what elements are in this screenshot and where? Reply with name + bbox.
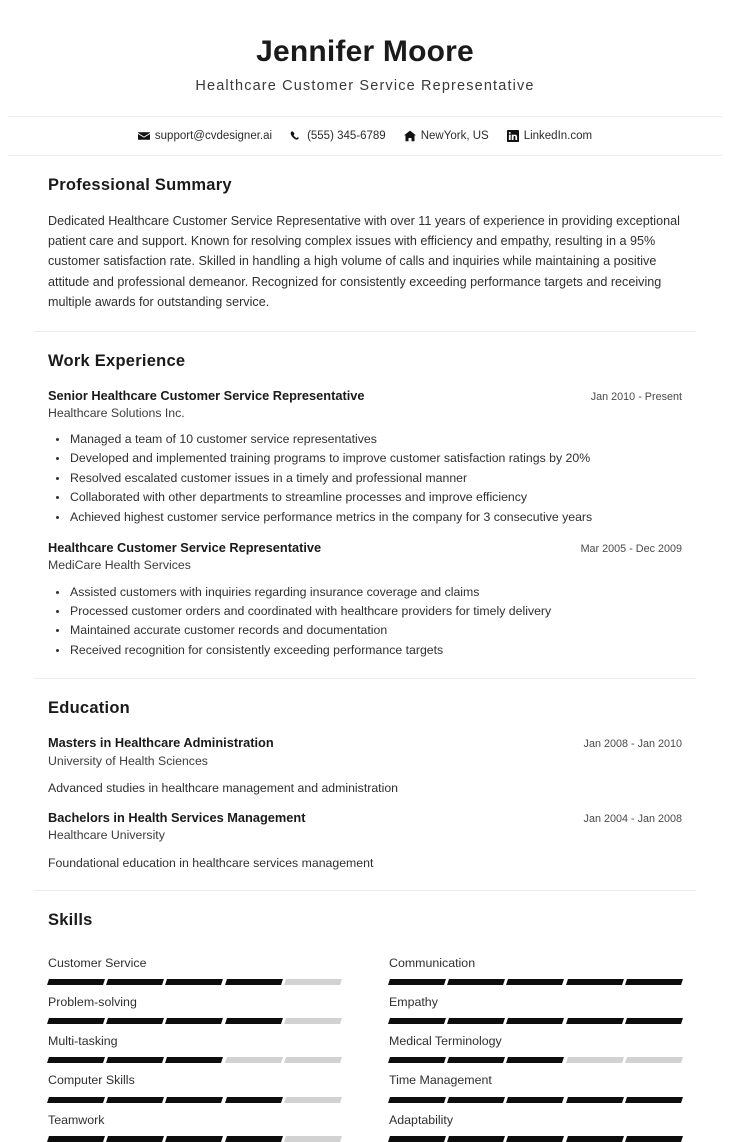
skill-level-segment xyxy=(625,1136,683,1142)
summary-body xyxy=(34,211,696,313)
skill-item xyxy=(48,1103,341,1142)
entry xyxy=(48,539,682,660)
skill-level-segment xyxy=(566,1097,624,1103)
skill-level-segment xyxy=(165,1057,223,1063)
skill-name: Problem-solving xyxy=(48,995,137,1010)
skill-level-segment xyxy=(388,1136,446,1142)
entry-bullet: Maintained accurate customer records and documentation xyxy=(48,621,682,640)
skill-level-segment xyxy=(447,1097,505,1103)
entry-header xyxy=(48,734,682,751)
skill-level-segment xyxy=(625,1057,683,1063)
skill-level-segment xyxy=(566,1057,624,1063)
skill-item xyxy=(48,985,341,1024)
skill-level-segment xyxy=(447,1057,505,1063)
envelope-icon xyxy=(138,130,150,142)
section-work-experience xyxy=(34,332,696,680)
skill-level-segment xyxy=(625,979,683,985)
entry-header xyxy=(48,809,682,826)
entry-bullet: Processed customer orders and coordinated with healthcare providers for timely delivery xyxy=(48,602,682,621)
entry xyxy=(48,734,682,797)
entry-organization: MediCare Health Services xyxy=(48,558,191,573)
entry xyxy=(48,809,682,872)
skill-level-segment xyxy=(225,1057,283,1063)
entry-bullet: Developed and implemented training programs to improve customer satisfaction ratings by 20% xyxy=(48,449,682,468)
entry-organization: University of Health Sciences xyxy=(48,753,208,768)
section-title-experience: Work Experience xyxy=(48,351,186,370)
candidate-job-title: Healthcare Customer Service Representative xyxy=(195,77,535,94)
skill-item xyxy=(389,1063,682,1102)
skill-level-segment xyxy=(225,979,283,985)
skill-level-segment xyxy=(566,1018,624,1024)
skill-level-segment xyxy=(106,1018,164,1024)
skill-name: Teamwork xyxy=(48,1112,105,1127)
contact-linkedin-text: LinkedIn.com xyxy=(523,129,593,142)
entry-bullet: Managed a team of 10 customer service representatives xyxy=(48,430,682,449)
skill-level-bar xyxy=(48,1057,341,1063)
skill-item xyxy=(389,1024,682,1063)
contact-email[interactable] xyxy=(138,130,272,142)
entry-title: Senior Healthcare Customer Service Representative xyxy=(48,387,365,403)
entry-description: Advanced studies in healthcare management and administration xyxy=(48,780,398,795)
contact-phone-text: (555) 345-6789 xyxy=(307,129,386,142)
skill-level-segment xyxy=(47,1018,105,1024)
skill-level-segment xyxy=(388,1057,446,1063)
skill-item xyxy=(389,1103,682,1142)
skill-level-segment xyxy=(106,1057,164,1063)
skill-level-bar xyxy=(48,979,341,985)
skill-level-segment xyxy=(165,979,223,985)
contact-location[interactable] xyxy=(404,130,489,142)
skill-level-segment xyxy=(47,1057,105,1063)
skill-level-segment xyxy=(625,1018,683,1024)
skill-level-segment xyxy=(106,1097,164,1103)
entry-organization: Healthcare Solutions Inc. xyxy=(48,405,185,420)
skill-level-segment xyxy=(47,1097,105,1103)
entry-title: Healthcare Customer Service Representative xyxy=(48,540,322,556)
entry-date: Mar 2005 - Dec 2009 xyxy=(580,543,682,556)
skill-level-segment xyxy=(284,1097,342,1103)
skill-level-segment xyxy=(447,1136,505,1142)
entry-description: Foundational education in healthcare services management xyxy=(48,855,374,870)
entry-bullet: Received recognition for consistently exceeding performance targets xyxy=(48,641,682,660)
entry-date: Jan 2004 - Jan 2008 xyxy=(583,813,682,826)
skill-name: Multi-tasking xyxy=(48,1034,118,1049)
skill-item xyxy=(389,946,682,985)
education-body xyxy=(34,734,696,872)
linkedin-icon xyxy=(507,130,519,142)
skill-level-segment xyxy=(165,1018,223,1024)
skill-level-segment xyxy=(284,1136,342,1142)
skill-level-segment xyxy=(566,1136,624,1142)
home-icon xyxy=(404,130,416,142)
skill-level-bar xyxy=(48,1018,341,1024)
skill-name: Time Management xyxy=(389,1073,492,1088)
entry-title: Masters in Healthcare Administration xyxy=(48,735,274,751)
entry-header xyxy=(48,539,682,556)
section-skills xyxy=(34,891,696,1142)
section-education xyxy=(34,679,696,891)
skill-level-segment xyxy=(506,1057,564,1063)
skill-level-segment xyxy=(106,979,164,985)
resume-header xyxy=(0,0,730,94)
skill-name: Adaptability xyxy=(389,1112,454,1127)
skill-level-bar xyxy=(389,979,682,985)
skill-level-segment xyxy=(506,979,564,985)
skill-level-bar xyxy=(389,1136,682,1142)
entry-date: Jan 2010 - Present xyxy=(590,390,682,403)
skill-level-bar xyxy=(48,1136,341,1142)
skill-level-segment xyxy=(225,1097,283,1103)
skill-level-segment xyxy=(284,979,342,985)
skill-level-segment xyxy=(284,1057,342,1063)
skill-item xyxy=(389,985,682,1024)
phone-icon xyxy=(290,130,302,142)
skill-level-segment xyxy=(506,1097,564,1103)
skill-name: Empathy xyxy=(389,995,438,1010)
skill-level-bar xyxy=(389,1057,682,1063)
section-title-summary: Professional Summary xyxy=(48,175,232,194)
skill-level-segment xyxy=(388,1097,446,1103)
entry-organization: Healthcare University xyxy=(48,828,165,843)
skill-level-segment xyxy=(284,1018,342,1024)
skill-item xyxy=(48,1063,341,1102)
section-title-skills: Skills xyxy=(48,911,93,930)
skill-level-segment xyxy=(47,979,105,985)
skill-item xyxy=(48,946,341,985)
contact-phone[interactable] xyxy=(290,130,386,142)
skill-level-segment xyxy=(106,1136,164,1142)
skills-grid xyxy=(48,946,682,1142)
section-title-education: Education xyxy=(48,699,131,718)
skill-level-segment xyxy=(165,1097,223,1103)
skill-level-segment xyxy=(447,1018,505,1024)
entry-header xyxy=(48,387,682,404)
entry-bullet-list xyxy=(48,583,682,661)
skill-level-segment xyxy=(225,1136,283,1142)
candidate-name: Jennifer Moore xyxy=(256,35,474,68)
summary-text: Dedicated Healthcare Customer Service Representative with over 11 years of experience in providing exceptional patient care and support. Known for resolving complex issues with efficiency and empathy, resulting in a 95% customer satisfaction rate. Skilled in handling a high volume of calls and inquiries while maintaining a positive attitude and professional demeanor. Recognized for consistently exceeding performance targets and receiving multiple awards for outstanding service. xyxy=(48,213,680,310)
skill-level-bar xyxy=(48,1097,341,1103)
resume-body xyxy=(0,156,730,1142)
skill-level-bar xyxy=(389,1097,682,1103)
skill-name: Customer Service xyxy=(48,956,147,971)
skill-name: Communication xyxy=(389,956,476,971)
skill-level-segment xyxy=(225,1018,283,1024)
skill-name: Computer Skills xyxy=(48,1073,135,1088)
entry-bullet: Resolved escalated customer issues in a timely and professional manner xyxy=(48,469,682,488)
contact-row xyxy=(0,117,730,155)
skill-level-segment xyxy=(165,1136,223,1142)
entry-bullet-list xyxy=(48,430,682,527)
entry-title: Bachelors in Health Services Management xyxy=(48,810,306,826)
entry-date: Jan 2008 - Jan 2010 xyxy=(583,738,682,751)
contact-location-text: NewYork, US xyxy=(420,129,489,142)
experience-body xyxy=(34,387,696,661)
skills-body xyxy=(34,946,696,1142)
contact-linkedin[interactable] xyxy=(507,130,592,142)
entry-bullet: Assisted customers with inquiries regarding insurance coverage and claims xyxy=(48,583,682,602)
entry-bullet: Collaborated with other departments to streamline processes and improve efficiency xyxy=(48,488,682,507)
entry-bullet: Achieved highest customer service performance metrics in the company for 3 consecutive years xyxy=(48,508,682,527)
skill-level-segment xyxy=(47,1136,105,1142)
skill-level-segment xyxy=(447,979,505,985)
contact-email-text: support@cvdesigner.ai xyxy=(154,129,273,142)
skill-item xyxy=(48,1024,341,1063)
skill-level-segment xyxy=(388,979,446,985)
skill-level-segment xyxy=(506,1018,564,1024)
skill-level-segment xyxy=(388,1018,446,1024)
skill-level-segment xyxy=(625,1097,683,1103)
skill-level-segment xyxy=(506,1136,564,1142)
skill-name: Medical Terminology xyxy=(389,1034,502,1049)
section-professional-summary xyxy=(34,156,696,332)
entry xyxy=(48,387,682,528)
skill-level-bar xyxy=(389,1018,682,1024)
skill-level-segment xyxy=(566,979,624,985)
